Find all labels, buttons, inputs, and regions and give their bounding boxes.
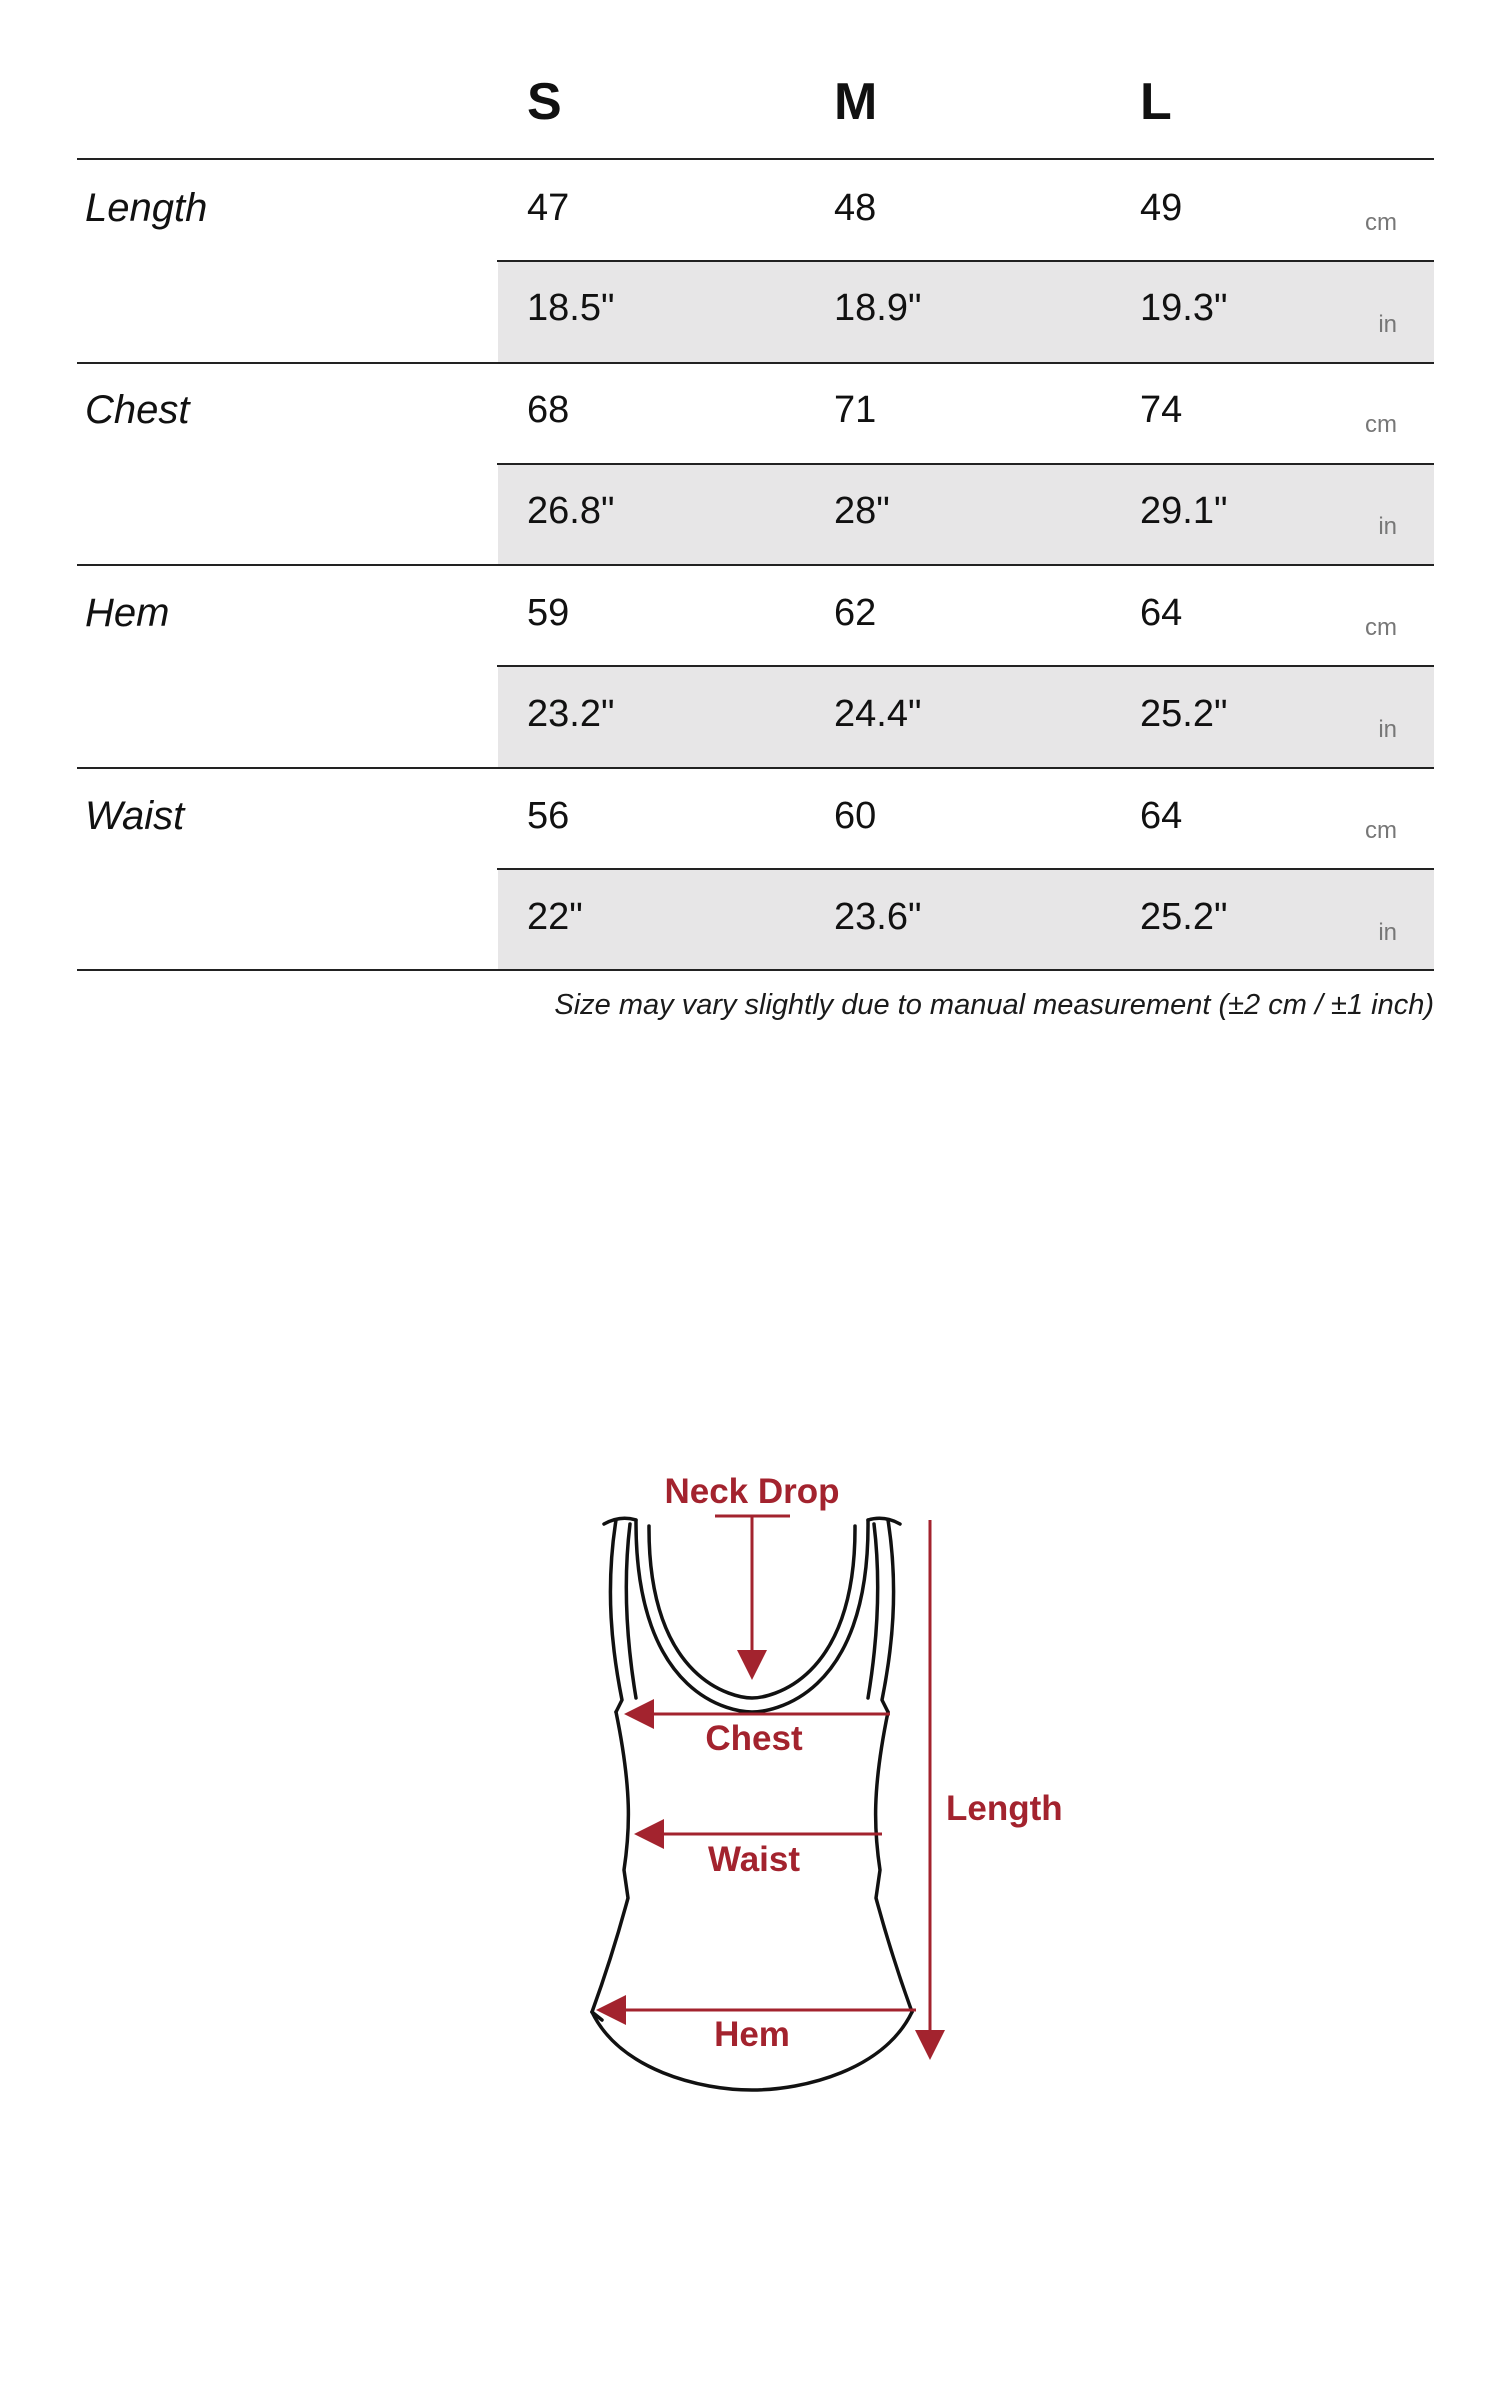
- inch-row-shade: [498, 262, 1434, 362]
- cell-length-s-cm: 47: [527, 187, 570, 229]
- measurement-arrows: [602, 1516, 930, 2054]
- group-divider: [77, 767, 1434, 769]
- cell-hem-l-in: 25.2": [1140, 693, 1228, 735]
- cell-hem-m-in: 24.4": [834, 693, 922, 735]
- cell-hem-m-cm: 62: [834, 592, 877, 634]
- unit-cm: cm: [1365, 209, 1397, 236]
- cell-chest-l-cm: 74: [1140, 389, 1183, 431]
- cell-length-s-in: 18.5": [527, 287, 615, 329]
- cell-waist-s-cm: 56: [527, 795, 570, 837]
- hem-label: Hem: [714, 2015, 790, 2054]
- cell-hem-l-cm: 64: [1140, 592, 1183, 634]
- inch-row-shade: [498, 667, 1434, 767]
- unit-in: in: [1378, 716, 1397, 743]
- row-label-chest: Chest: [85, 388, 190, 432]
- size-chart-table: [77, 0, 1434, 1050]
- left-strap-inner: [626, 1524, 636, 1698]
- neck-drop-label: Neck Drop: [664, 1472, 840, 1511]
- chest-label: Chest: [705, 1719, 803, 1758]
- cell-waist-s-in: 22": [527, 896, 583, 938]
- row-label-waist: Waist: [85, 794, 185, 838]
- unit-cm: cm: [1365, 817, 1397, 844]
- inch-row-shade: [498, 465, 1434, 564]
- unit-in: in: [1378, 919, 1397, 946]
- cell-chest-m-in: 28": [834, 490, 890, 532]
- cell-chest-s-in: 26.8": [527, 490, 615, 532]
- cell-length-l-cm: 49: [1140, 187, 1183, 229]
- cell-hem-s-cm: 59: [527, 592, 570, 634]
- unit-in: in: [1378, 513, 1397, 540]
- size-header-l: L: [1140, 73, 1172, 131]
- row-label-length: Length: [85, 186, 208, 230]
- cell-waist-m-in: 23.6": [834, 896, 922, 938]
- right-strap-inner: [868, 1524, 878, 1698]
- cell-length-l-in: 19.3": [1140, 287, 1228, 329]
- group-divider: [77, 564, 1434, 566]
- cell-chest-m-cm: 71: [834, 389, 877, 431]
- cell-waist-l-in: 25.2": [1140, 896, 1228, 938]
- inch-row-shade: [498, 870, 1434, 969]
- cell-length-m-in: 18.9": [834, 287, 922, 329]
- measurement-note: Size may vary slightly due to manual measurement (±2 cm / ±1 inch): [554, 989, 1434, 1021]
- unit-cm: cm: [1365, 411, 1397, 438]
- cell-chest-l-in: 29.1": [1140, 490, 1228, 532]
- cell-waist-m-cm: 60: [834, 795, 877, 837]
- left-side-seam: [592, 1712, 628, 2012]
- right-strap-outer: [882, 1520, 894, 1712]
- unit-in: in: [1378, 311, 1397, 338]
- right-side-seam: [876, 1712, 912, 2012]
- group-divider: [77, 362, 1434, 364]
- row-label-hem: Hem: [85, 591, 170, 635]
- cell-waist-l-cm: 64: [1140, 795, 1183, 837]
- cell-length-m-cm: 48: [834, 187, 877, 229]
- length-label: Length: [946, 1789, 1063, 1828]
- table-bottom-border: [77, 969, 1434, 971]
- unit-cm: cm: [1365, 614, 1397, 641]
- left-strap-outer: [610, 1520, 622, 1712]
- cell-chest-s-cm: 68: [527, 389, 570, 431]
- header-divider: [77, 158, 1434, 160]
- size-header-s: S: [527, 73, 562, 131]
- size-header-m: M: [834, 73, 878, 131]
- tank-top-measurement-diagram: [0, 1400, 1500, 2200]
- cell-hem-s-in: 23.2": [527, 693, 615, 735]
- waist-label: Waist: [707, 1840, 801, 1879]
